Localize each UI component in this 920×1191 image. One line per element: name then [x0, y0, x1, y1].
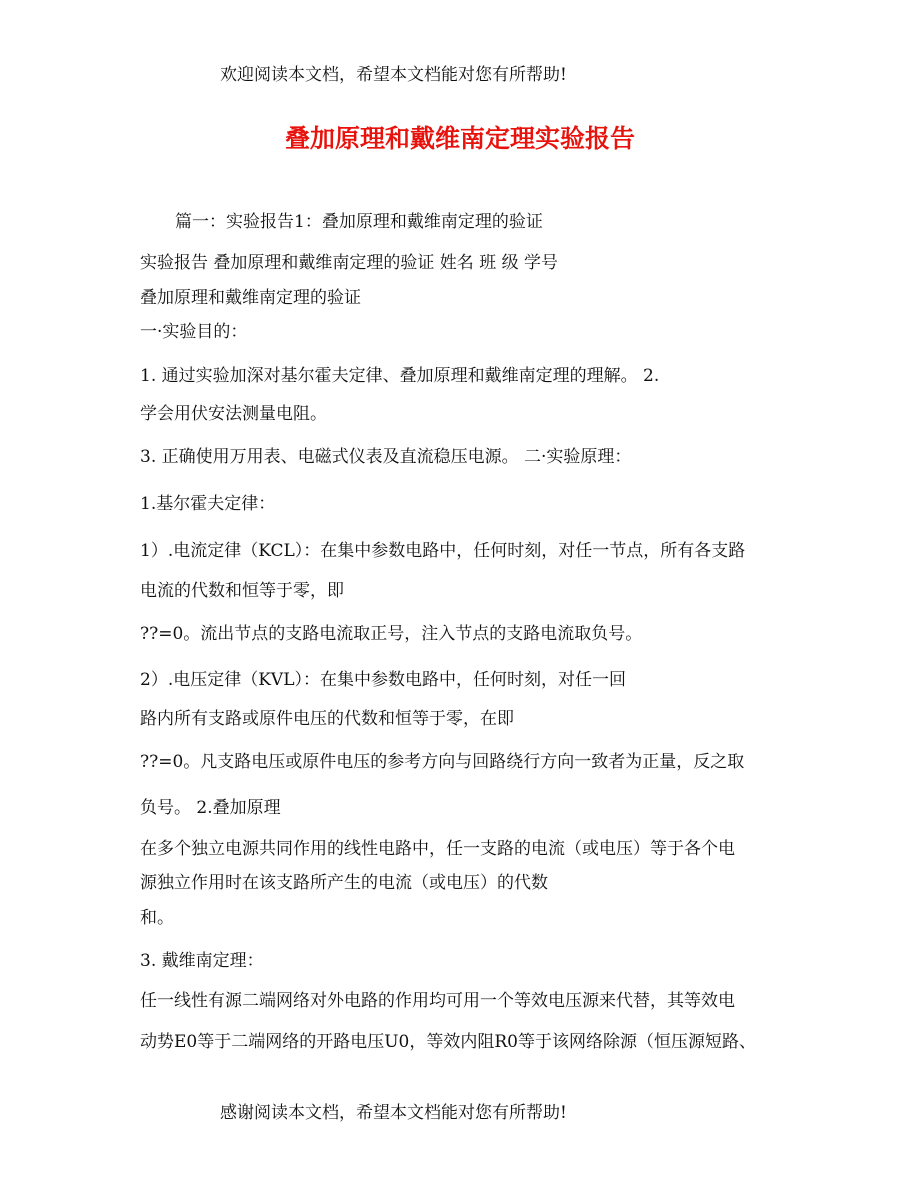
body-line: 学会用伏安法测量电阻。 [140, 404, 327, 424]
body-line: 负号。 2.叠加原理 [140, 798, 281, 818]
body-line: ??=0。凡支路电压或原件电压的参考方向与回路绕行方向一致者为正量，反之取 [140, 752, 745, 772]
header-note: 欢迎阅读本文档，希望本文档能对您有所帮助! [220, 65, 567, 85]
body-line: 叠加原理和戴维南定理的验证 [140, 288, 361, 308]
body-line: 篇一：实验报告1：叠加原理和戴维南定理的验证 [175, 212, 543, 232]
body-line: 动势E0等于二端网络的开路电压U0，等效内阻R0等于该网络除源（恒压源短路、 [140, 1032, 756, 1052]
body-line: ??=0。流出节点的支路电流取正号，注入节点的支路电流取负号。 [140, 624, 643, 644]
body-line: 源独立作用时在该支路所产生的电流（或电压）的代数 [140, 873, 548, 893]
body-line: 3. 正确使用万用表、电磁式仪表及直流稳压电源。 二·实验原理： [140, 447, 632, 467]
body-line: 1）.电流定律（KCL）：在集中参数电路中，任何时刻，对任一节点，所有各支路 [140, 541, 746, 561]
body-line: 实验报告 叠加原理和戴维南定理的验证 姓名 班 级 学号 [140, 253, 559, 273]
document-title: 叠加原理和戴维南定理实验报告 [284, 124, 635, 153]
body-line: 1. 通过实验加深对基尔霍夫定律、叠加原理和戴维南定理的理解。 2. [140, 366, 660, 386]
body-line: 1.基尔霍夫定律： [140, 494, 276, 514]
body-line: 2）.电压定律（KVL）：在集中参数电路中，任何时刻，对任一回 [140, 670, 626, 690]
body-line: 任一线性有源二端网络对外电路的作用均可用一个等效电压源来代替，其等效电 [140, 991, 735, 1011]
footer-note: 感谢阅读本文档，希望本文档能对您有所帮助! [220, 1103, 567, 1123]
body-line: 电流的代数和恒等于零，即 [140, 581, 344, 601]
body-line: 在多个独立电源共同作用的线性电路中，任一支路的电流（或电压）等于各个电 [140, 839, 735, 859]
body-line: 和。 [140, 908, 174, 928]
body-line: 路内所有支路或原件电压的代数和恒等于零，在即 [140, 709, 514, 729]
body-line: 3. 戴维南定理： [140, 951, 264, 971]
body-line: 一·实验目的： [140, 322, 248, 342]
